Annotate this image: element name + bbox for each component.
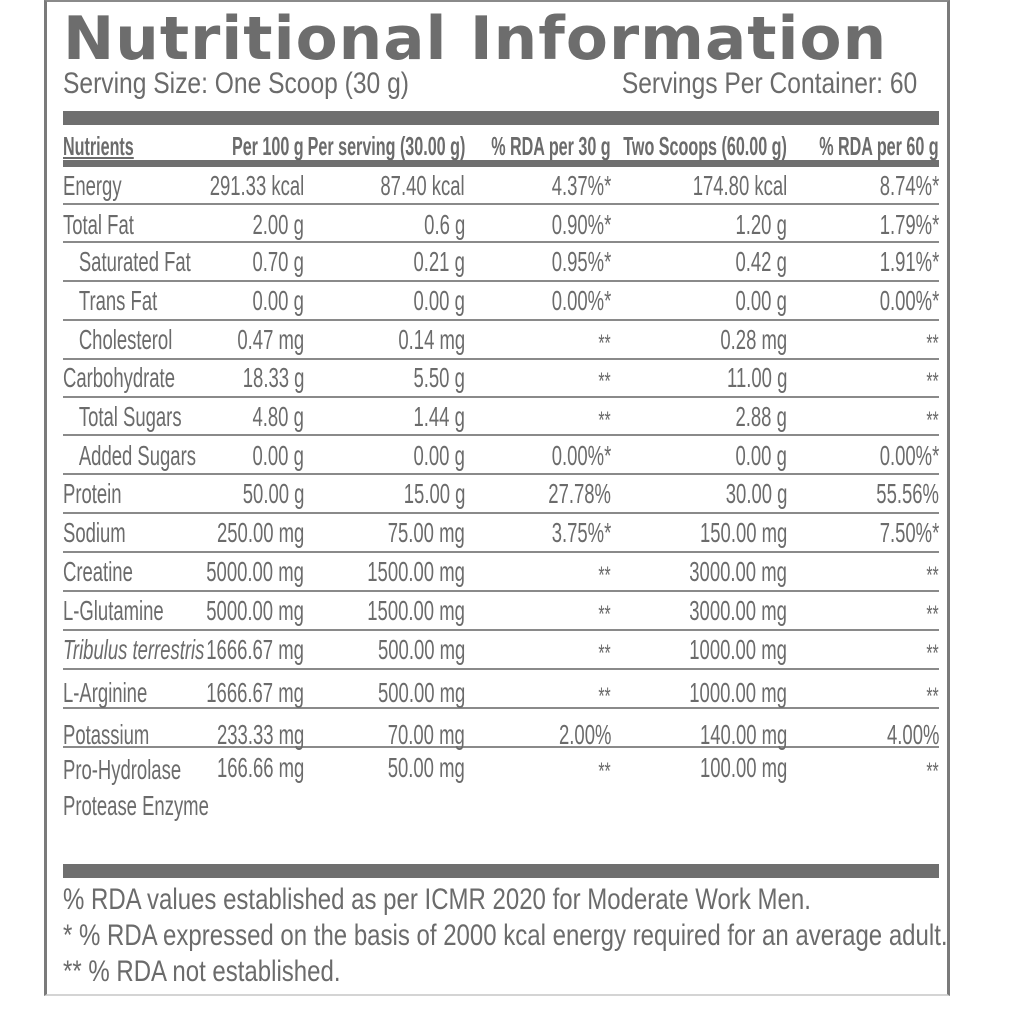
value-per100: 1666.67 mg [206,677,304,708]
value-twoScoops: 3000.00 mg [689,556,787,587]
table-row [63,631,939,670]
nutrient-name [63,752,209,824]
value-twoScoops: 1.20 g [735,209,787,240]
nutrient-name-text: Total Sugars [78,401,182,432]
table-row [63,167,939,205]
value-perServing: 50.00 mg [387,752,465,783]
table-row [63,553,939,592]
nutrient-name [63,324,172,356]
value-twoScoops: 0.42 g [735,246,787,277]
value-rda30: ** [598,368,611,395]
value-perServing: 500.00 mg [377,677,465,708]
nutrient-name [63,440,196,472]
nutrient-name [63,556,133,588]
value-per100: 50.00 g [242,478,304,509]
value-perServing: 500.00 mg [377,634,465,665]
table-row [63,243,939,282]
value-perServing: 0.00 g [413,440,465,471]
value-twoScoops: 2.88 g [735,401,787,432]
footnote-single-star: * % RDA expressed on the basis of 2000 kcal energy required for an average adult. [63,919,948,952]
bottom-divider-bar [63,864,939,878]
footnotes [63,882,948,990]
value-rda60: ** [926,330,939,357]
table-row [63,670,939,709]
nutrient-name [63,719,149,751]
footnote-rda-source: % RDA values established as per ICMR 2020 for Moderate Work Men. [63,883,811,916]
nutrient-name-text: Pro-Hydrolase [63,754,182,785]
table-row [63,360,939,398]
header-rda-60g: % RDA per 60 g [819,131,939,161]
value-twoScoops: 140.00 mg [699,719,787,750]
nutrient-name-text: Tribulus terrestris [63,634,205,665]
value-perServing: 0.14 mg [398,324,465,355]
nutrient-name [63,595,164,627]
table-row [63,398,939,436]
value-twoScoops: 174.80 kcal [692,170,787,201]
value-rda30: ** [598,330,611,357]
header-rda-30g: % RDA per 30 g [491,131,611,161]
nutrient-name-text: Added Sugars [78,440,196,471]
value-perServing: 70.00 mg [387,719,465,750]
nutrient-name-text: L-Glutamine [63,595,164,626]
serving-size: Serving Size: One Scoop (30 g) [63,67,409,100]
value-per100: 18.33 g [242,362,304,393]
value-twoScoops: 11.00 g [726,362,787,393]
value-twoScoops: 100.00 mg [699,752,787,783]
nutrient-name-text: Carbohydrate [63,362,175,393]
table-row [63,321,939,360]
header-nutrients: Nutrients [63,131,134,161]
nutrient-name [63,677,147,709]
value-perServing: 1.44 g [413,401,465,432]
value-per100: 233.33 mg [216,719,304,750]
value-per100: 4.80 g [252,401,304,432]
header-per-serving: Per serving (30.00 g) [307,131,465,161]
table-row [63,514,939,553]
value-rda30: ** [598,407,611,434]
value-rda30: ** [598,758,611,785]
value-rda60: 0.00%* [879,285,939,316]
value-twoScoops: 3000.00 mg [689,595,787,626]
table-row [63,205,939,243]
value-rda60: ** [926,562,939,589]
nutrient-name-text: Creatine [63,556,133,587]
nutrient-name-text: Energy [63,170,122,201]
nutrient-name-text: Saturated Fat [78,246,191,277]
table-row [63,475,939,514]
value-rda60: ** [926,601,939,628]
value-rda60: ** [926,640,939,667]
value-perServing: 0.6 g [423,209,465,240]
nutrient-name [63,634,204,666]
nutrient-name-text: Cholesterol [78,324,173,355]
nutrition-table [63,126,939,836]
value-twoScoops: 30.00 g [725,478,787,509]
header-per-100g: Per 100 g [232,131,304,161]
value-per100: 0.00 g [252,440,304,471]
value-rda30: 0.95%* [551,246,611,277]
nutrient-name [63,362,175,394]
value-twoScoops: 1000.00 mg [689,677,787,708]
value-rda30: 0.00%* [551,440,611,471]
value-rda30: 3.75%* [551,517,611,548]
value-rda30: ** [598,683,611,710]
table-row [63,709,939,748]
value-twoScoops: 0.00 g [735,440,787,471]
value-perServing: 1500.00 mg [367,595,465,626]
value-rda60: 4.00% [886,719,939,750]
value-perServing: 0.00 g [413,285,465,316]
nutrient-name [63,401,182,433]
value-rda60: 8.74%* [879,170,939,201]
nutrient-name [63,478,122,510]
value-perServing: 75.00 mg [387,517,465,548]
value-rda60: ** [926,368,939,395]
value-twoScoops: 1000.00 mg [689,634,787,665]
value-perServing: 15.00 g [403,478,465,509]
nutrient-name [63,246,191,278]
value-twoScoops: 0.28 mg [720,324,787,355]
nutrient-name-text: Total Fat [63,209,134,240]
value-perServing: 1500.00 mg [367,556,465,587]
value-rda30: 27.78% [548,478,611,509]
value-per100: 0.47 mg [237,324,304,355]
value-perServing: 87.40 kcal [380,170,465,201]
value-twoScoops: 150.00 mg [699,517,787,548]
nutrient-name [63,517,126,549]
value-rda60: 1.79%* [879,209,939,240]
value-twoScoops: 0.00 g [735,285,787,316]
value-per100: 5000.00 mg [206,595,304,626]
value-per100: 0.00 g [252,285,304,316]
value-rda30: ** [598,562,611,589]
value-rda30: 0.00%* [551,285,611,316]
value-rda60: ** [926,683,939,710]
nutrient-name [63,285,157,317]
value-per100: 250.00 mg [216,517,304,548]
table-row [63,436,939,475]
value-per100: 166.66 mg [216,752,304,783]
nutrient-name-text: Potassium [63,719,150,750]
nutrient-name-text-line2: Protease Enzyme [63,790,209,821]
value-per100: 291.33 kcal [209,170,304,201]
nutrient-name [63,209,134,241]
table-row [63,282,939,321]
value-rda60: 7.50%* [879,517,939,548]
value-rda60: ** [926,758,939,785]
value-per100: 1666.67 mg [206,634,304,665]
nutrition-label-panel [44,0,950,996]
value-rda30: ** [598,640,611,667]
top-divider-bar [63,111,939,125]
nutrient-name [63,170,122,202]
nutrient-name-text: Sodium [63,517,126,548]
footnote-double-star: ** % RDA not established. [63,955,341,988]
table-header-row [63,126,939,167]
table-row [63,592,939,631]
value-rda30: 0.90%* [551,209,611,240]
header-two-scoops: Two Scoops (60.00 g) [623,131,787,161]
value-perServing: 0.21 g [413,246,465,277]
servings-per-container: Servings Per Container: 60 [621,67,917,100]
value-per100: 5000.00 mg [206,556,304,587]
value-rda30: 4.37%* [551,170,611,201]
value-per100: 0.70 g [252,246,304,277]
table-row [63,748,939,836]
value-rda60: 55.56% [876,478,939,509]
value-rda60: ** [926,407,939,434]
nutrient-name-text: L-Arginine [63,677,148,708]
nutrient-name-text: Trans Fat [78,285,158,316]
value-rda30: 2.00% [558,719,611,750]
nutrient-name-text: Protein [63,478,122,509]
value-rda30: ** [598,601,611,628]
value-perServing: 5.50 g [413,362,465,393]
label-title: Nutritional Information [63,4,888,74]
value-rda60: 1.91%* [879,246,939,277]
value-per100: 2.00 g [252,209,304,240]
value-rda60: 0.00%* [879,440,939,471]
